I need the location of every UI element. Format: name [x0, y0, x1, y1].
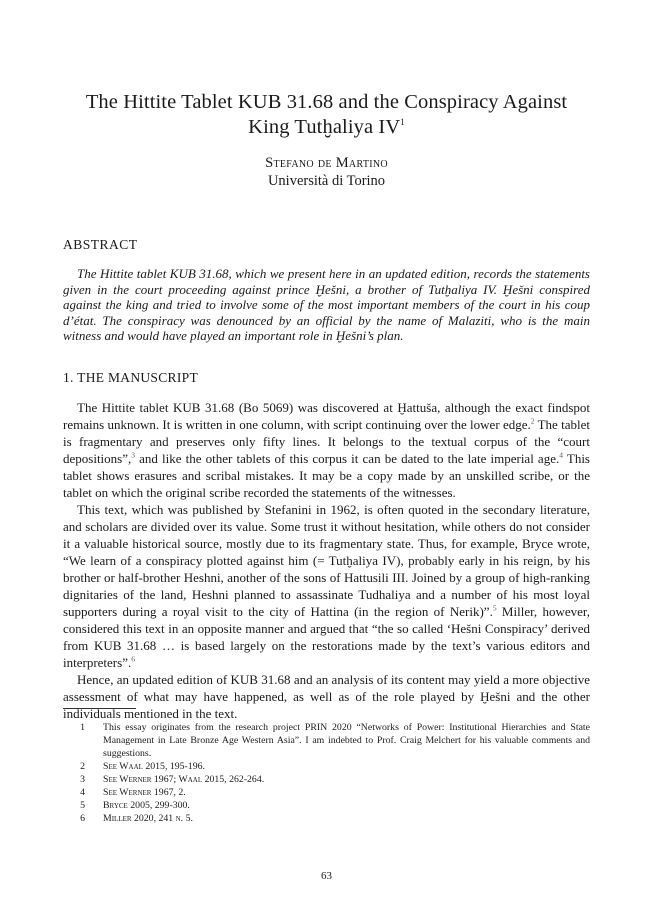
footnote-item — [63, 721, 590, 760]
title-text: The Hittite Tablet KUB 31.68 and the Conspiracy Against King Tutḫaliya IV — [85, 91, 568, 138]
body-text: Miller, however, considered this text in an opposite manner and argued that “the so called ‘Hešni Conspiracy’ derived from KUB 31.68 … is based largely on the restorations made by the text’s various editors and interpreters”. — [63, 604, 590, 670]
footnote-item — [63, 812, 590, 825]
footnote-item — [63, 799, 590, 812]
footnote-text: See Werner 1967, 2. — [103, 787, 186, 798]
body-text: The Hittite tablet KUB 31.68 (Bo 5069) was discovered at Ḫattuša, although the exact findspot remains unknown. It is written in one column, with script continuing over the lower edge. — [63, 400, 590, 432]
body-paragraph — [63, 399, 590, 501]
footnote-item — [63, 773, 590, 786]
footnote-text: See Werner 1967; Waal 2015, 262-264. — [103, 774, 265, 785]
footnote-ref[interactable]: 3 — [131, 450, 135, 460]
footnote-number: 1 — [80, 722, 85, 733]
footnotes — [63, 721, 590, 825]
article-title — [63, 90, 590, 140]
author-name: Stefano de Martino — [265, 155, 388, 171]
body-text: This text, which was published by Stefanini in 1962, is often quoted in the secondary literature, and scholars are divided over its value. Some trust it without hesitation, while others do not consider it a valuable historical source, mostly due to its fragmentary state. Thus, for example, Bryce wrote, “We learn of a conspiracy plotted against him (= Tutḫaliya IV), probably early in his reign, by his brother or half-brother Heshni, another of the sons of Hattusili III. Joined by a group of high-ranking dignitaries of the land, Heshni planned to assassinate Tudhaliya and a number of his most loyal supporters during a royal visit to the city of Hattina (in the region of Nerik)”. — [63, 502, 590, 619]
footnote-text: This essay originates from the research project PRIN 2020 “Networks of Power: Institutional Hierarchies and State Management in Late Bronze Age Western Asia”. I am indebted to Prof. Craig Melchert for his valuable comments and suggestions. — [103, 722, 590, 759]
footnote-item — [63, 760, 590, 773]
body-paragraph — [63, 501, 590, 671]
body-paragraph: Hence, an updated edition of KUB 31.68 and an analysis of its content may yield a more objective assessment of what may have happened, as well as of the role played by Ḫešni and the other individuals mentioned in the text. — [63, 672, 590, 721]
body-text: The tablet is fragmentary and preserves only fifty lines. It belongs to the textual corpus of the “court depositions”, — [63, 417, 590, 466]
page-number: 63 — [321, 870, 332, 882]
footnote-number: 5 — [80, 800, 85, 811]
footnote-text: Miller 2020, 241 n. 5. — [103, 813, 193, 824]
footnote-number: 3 — [80, 774, 85, 785]
footnote-divider — [63, 708, 136, 709]
body-text: and like the other tablets of this corpus it can be dated to the late imperial age. — [135, 451, 560, 466]
footnote-ref[interactable]: 6 — [131, 654, 135, 664]
footnote-number: 4 — [80, 787, 85, 798]
section-body — [63, 399, 590, 722]
abstract-heading: ABSTRACT — [63, 237, 138, 252]
author-affiliation: Università di Torino — [267, 173, 386, 189]
abstract-text: The Hittite tablet KUB 31.68, which we present here in an updated edition, records the statements given in the court proceeding against prince Ḫešni, a brother of Tutḫaliya IV. Ḫešni conspired against the king and tried to involve some of the most important members of the court in his coup d’état. The conspiracy was denounced by an official by the name of Malaziti, who is the main witness and would have played an important role in Ḫešni’s plan. — [63, 266, 590, 343]
footnote-number: 2 — [80, 761, 85, 772]
footnote-ref[interactable]: 2 — [530, 416, 535, 426]
footnote-text: See Waal 2015, 195-196. — [103, 761, 205, 772]
footnote-ref[interactable]: 4 — [559, 450, 563, 460]
footnote-item — [63, 786, 590, 799]
footnote-text: Bryce 2005, 299-300. — [103, 800, 190, 811]
footnote-number: 6 — [80, 813, 85, 824]
body-text: This tablet shows erasures and scribal mistakes. It may be a copy made by an unskilled scribe, or the tablet on which the original scribe recorded the statements of the witnesses. — [63, 451, 590, 500]
footnote-ref[interactable]: 5 — [492, 603, 497, 613]
section-heading: 1. THE MANUSCRIPT — [63, 370, 198, 385]
title-footnote-marker[interactable]: 1 — [400, 117, 405, 128]
